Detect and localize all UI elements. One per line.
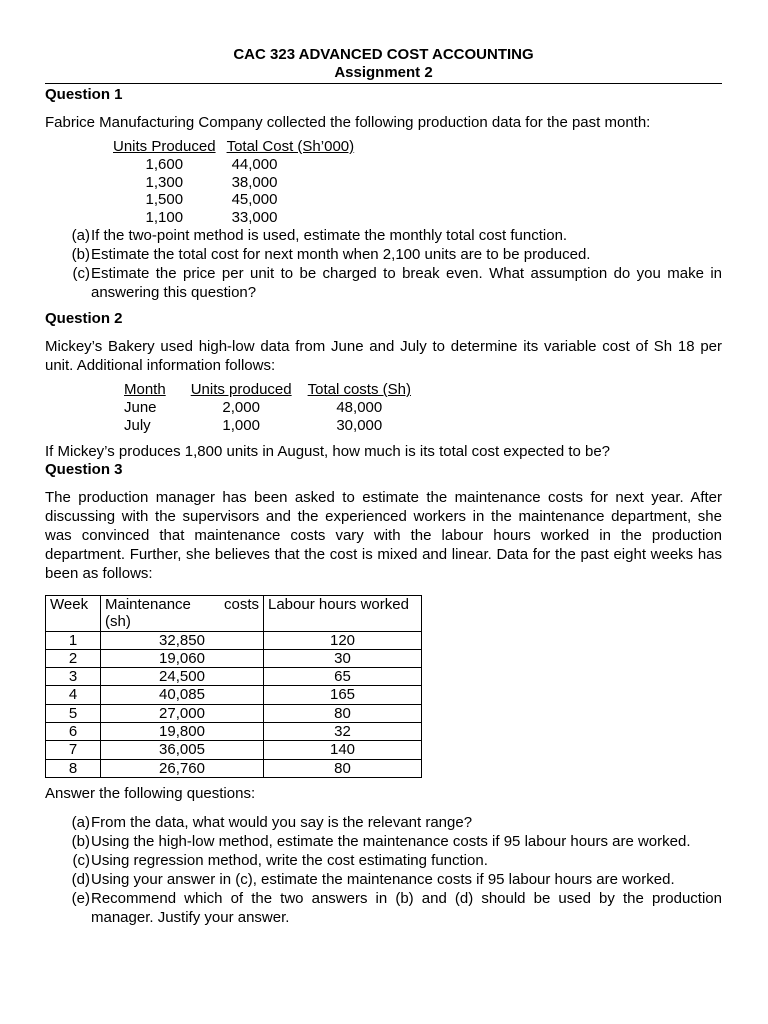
table-row [46, 631, 422, 649]
table-cell: 24,500 [101, 668, 264, 686]
q1-col-cost: Total Cost (Sh’000) [226, 138, 355, 155]
question-2-table [124, 381, 411, 434]
q3-col-maintenance-unit: (sh) [105, 613, 131, 631]
list-item [45, 226, 722, 245]
assignment-title: Assignment 2 [334, 64, 433, 81]
item-label: (b) [71, 832, 90, 850]
list-item [45, 889, 722, 927]
table-cell: 44,000 [231, 156, 278, 173]
table-cell: 30 [264, 649, 422, 667]
item-text: From the data, what would you say is the relevant range? [91, 813, 473, 831]
q2-col-month: Month [124, 381, 166, 398]
list-item [45, 245, 722, 264]
table-row [46, 704, 422, 722]
q3-col-maintenance [101, 596, 264, 632]
table-cell: 36,005 [101, 741, 264, 759]
item-label: (b) [71, 246, 90, 263]
table-cell: 30,000 [336, 416, 383, 434]
question-1-intro: Fabrice Manufacturing Company collected the following production data for the past month: [45, 114, 651, 131]
table-row [46, 686, 422, 704]
question-3-heading: Question 3 [45, 461, 123, 478]
item-label: (a) [71, 813, 90, 831]
table-cell: July [124, 416, 151, 434]
question-2-intro: Mickey’s Bakery used high-low data from June and July to determine its variable cost of Sh 18 per unit. Additional information follows: [45, 338, 722, 374]
list-item [45, 813, 722, 832]
table-cell: 165 [264, 686, 422, 704]
question-1-heading: Question 1 [45, 86, 123, 103]
question-1-items [45, 226, 722, 302]
table-row [46, 723, 422, 741]
question-2-question: If Mickey’s produces 1,800 units in August, how much is its total cost expected to be? [45, 443, 611, 460]
item-text: Using the high-low method, estimate the maintenance costs if 95 labour hours are worked. [91, 832, 691, 850]
question-2-heading: Question 2 [45, 310, 123, 327]
item-text: If the two-point method is used, estimate the monthly total cost function. [91, 227, 568, 244]
table-cell: 19,060 [101, 649, 264, 667]
question-3-items [45, 813, 722, 927]
item-label: (a) [71, 227, 90, 244]
table-cell: 5 [46, 704, 101, 722]
table-cell: 1,600 [145, 156, 184, 173]
table-row [113, 156, 354, 174]
item-label: (d) [71, 870, 90, 888]
table-row [113, 191, 354, 209]
q3-col-maintenance-word2: costs [223, 596, 259, 613]
table-cell: 120 [264, 631, 422, 649]
item-text: Estimate the total cost for next month when 2,100 units are to be produced. [91, 246, 591, 263]
table-row [46, 759, 422, 777]
q3-col-maintenance-word1: Maintenance [105, 596, 191, 613]
q2-col-cost: Total costs (Sh) [307, 381, 411, 398]
question-1-table [113, 138, 354, 226]
list-item [45, 851, 722, 870]
table-cell: 2,000 [222, 399, 260, 416]
table-cell: 33,000 [231, 208, 278, 226]
table-row [124, 399, 411, 417]
table-row [113, 209, 354, 227]
table-cell: 32 [264, 723, 422, 741]
list-item [45, 264, 722, 302]
header-rule [45, 83, 722, 84]
list-item [45, 832, 722, 851]
item-text: Recommend which of the two answers in (b) and (d) should be used by the production manager. Justify your answer. [91, 889, 722, 926]
question-3-table [45, 595, 422, 778]
item-label: (c) [72, 851, 90, 869]
table-cell: 19,800 [101, 723, 264, 741]
table-cell: 6 [46, 723, 101, 741]
item-text: Using regression method, write the cost estimating function. [91, 851, 488, 869]
table-cell: 140 [264, 741, 422, 759]
list-item [45, 870, 722, 889]
table-cell: 1,300 [145, 173, 184, 191]
item-text: Using your answer in (c), estimate the maintenance costs if 95 labour hours are worked. [91, 870, 675, 888]
q2-col-units: Units produced [190, 381, 292, 398]
item-label: (e) [71, 889, 90, 907]
course-title: CAC 323 ADVANCED COST ACCOUNTING [233, 46, 534, 63]
table-cell: 4 [46, 686, 101, 704]
table-cell: 45,000 [231, 191, 278, 208]
question-3-answer-prompt: Answer the following questions: [45, 784, 256, 802]
table-row [124, 417, 411, 435]
table-cell: 26,760 [101, 759, 264, 777]
q1-col-units: Units Produced [113, 138, 216, 155]
table-cell: 8 [46, 759, 101, 777]
table-cell: 27,000 [101, 704, 264, 722]
table-cell: June [124, 399, 157, 416]
table-cell: 2 [46, 649, 101, 667]
table-cell: 1,100 [145, 208, 184, 226]
table-row [46, 668, 422, 686]
table-cell: 1,000 [222, 416, 260, 434]
table-cell: 1 [46, 631, 101, 649]
table-cell: 40,085 [101, 686, 264, 704]
table-cell: 48,000 [336, 399, 383, 416]
table-cell: 1,500 [145, 191, 184, 208]
table-cell: 38,000 [231, 173, 278, 191]
table-cell: 7 [46, 741, 101, 759]
document-page [45, 46, 722, 927]
table-cell: 80 [264, 759, 422, 777]
q3-col-week: Week [46, 596, 101, 632]
table-row [46, 741, 422, 759]
item-text: Estimate the price per unit to be charged to break even. What assumption do you make in answering this question? [91, 265, 722, 301]
table-row [46, 649, 422, 667]
question-3-intro: The production manager has been asked to estimate the maintenance costs for next year. After discussing with the supervisors and the experienced workers in the maintenance department, she was convinced that maintenance costs vary with the labour hours worked in the production department. Further, she believes that the cost is mixed and linear. Data for the past eight weeks has been as follows: [45, 489, 722, 582]
table-row [113, 174, 354, 192]
table-cell: 32,850 [101, 631, 264, 649]
table-cell: 65 [264, 668, 422, 686]
table-cell: 80 [264, 704, 422, 722]
item-label: (c) [72, 265, 90, 282]
table-cell: 3 [46, 668, 101, 686]
q3-col-labour: Labour hours worked [264, 596, 422, 632]
